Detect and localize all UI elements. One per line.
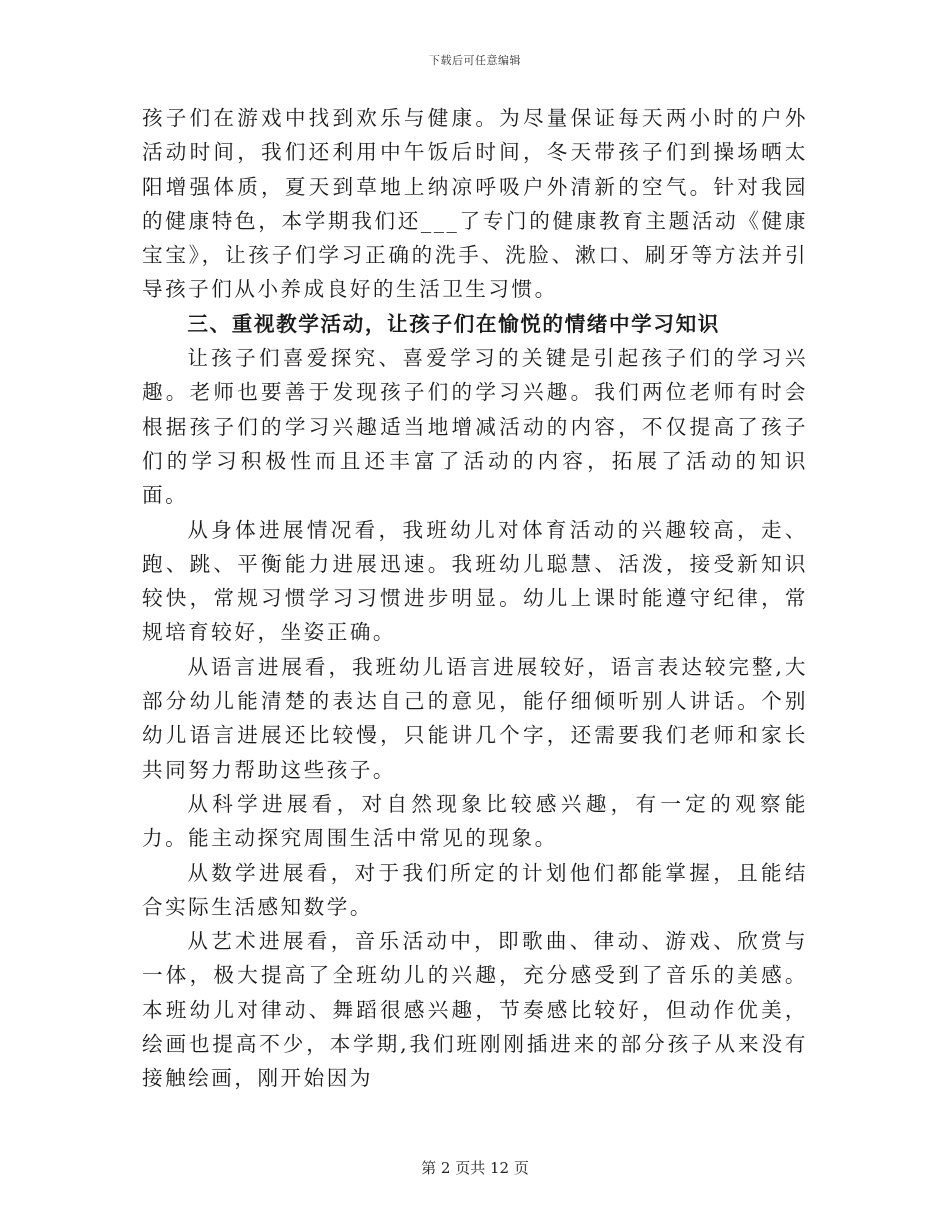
page-number-footer: 第 2 页共 12 页 (421, 1159, 529, 1177)
paragraph-physical-development: 从身体进展情况看，我班幼儿对体育活动的兴趣较高，走、跑、跳、平衡能力进展迅速。我班幼儿聪慧、活泼，接受新知识较快，常规习惯学习习惯进步明显。幼儿上课时能遵守纪律，常规培育较好，坐姿正确。 (142, 517, 808, 645)
paragraph-art-development: 从艺术进展看，音乐活动中，即歌曲、律动、游戏、欣赏与一体，极大提高了全班幼儿的兴趣，充分感受到了音乐的美感。本班幼儿对律动、舞蹈很感兴趣，节奏感比较好，但动作优美，绘画也提高不少，本学期,我们班刚刚插进来的部分孩子从来没有接触绘画，刚开始因为 (142, 929, 808, 1091)
section-heading-teaching: 三、重视教学活动，让孩子们在愉悦的情绪中学习知识 (187, 311, 720, 336)
paragraph-science-development: 从科学进展看，对自然现象比较感兴趣，有一定的观察能力。能主动探究周围生活中常见的现象。 (142, 791, 808, 851)
paragraph-math-development: 从数学进展看，对于我们所定的计划他们都能掌握，且能结合实际生活感知数学。 (142, 860, 808, 919)
paragraph-language-development: 从语言进展看，我班幼儿语言进展较好，语言表达较完整,大部分幼儿能清楚的表达自己的意见，能仔细倾听别人讲话。个别幼儿语言进展还比较慢，只能讲几个字，还需要我们老师和家长共同努力帮助这些孩子。 (142, 654, 808, 782)
page-header: 下载后可任意编辑 (429, 54, 521, 67)
document-body (142, 101, 808, 1096)
paragraph-learning-interest: 让孩子们喜爱探究、喜爱学习的关键是引起孩子们的学习兴趣。老师也要善于发现孩子们的学习兴趣。我们两位老师有时会根据孩子们的学习兴趣适当地增减活动的内容，不仅提高了孩子们的学习积极性而且还丰富了活动的内容，拓展了活动的知识面。 (142, 346, 808, 508)
paragraph-health-activities: 孩子们在游戏中找到欢乐与健康。为尽量保证每天两小时的户外活动时间，我们还利用中午饭后时间，冬天带孩子们到操场晒太阳增强体质，夏天到草地上纳凉呼吸户外清新的空气。针对我园的健康特色，本学期我们还___了专门的健康教育主题活动《健康宝宝》，让孩子们学习正确的洗手、洗脸、漱口、刷牙等方法并引导孩子们从小养成良好的生活卫生习惯。 (142, 106, 808, 302)
